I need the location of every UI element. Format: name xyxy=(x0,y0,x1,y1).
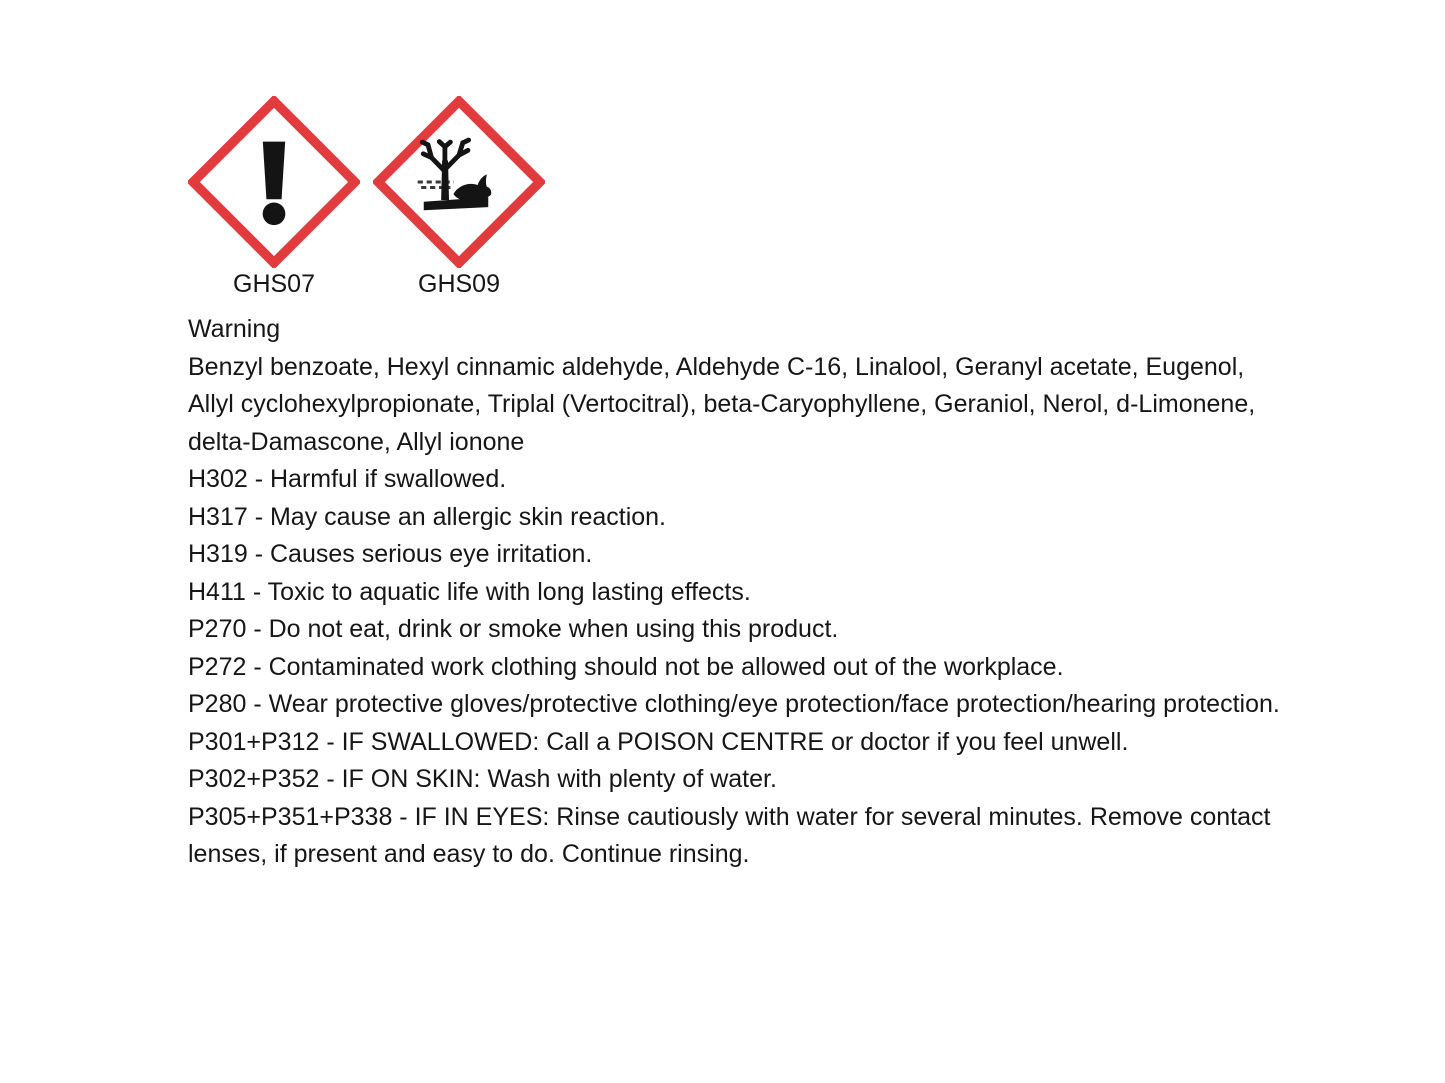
statement-line: P272 - Contaminated work clothing should not be allowed out of the workplace. xyxy=(188,652,1064,681)
statement-line: P301+P312 - IF SWALLOWED: Call a POISON CENTRE or doctor if you feel unwell. xyxy=(188,727,1129,756)
pictogram-ghs09 xyxy=(373,96,545,300)
statement-line: P302+P352 - IF ON SKIN: Wash with plenty of water. xyxy=(188,765,777,793)
statement-line: P305+P351+P338 - IF IN EYES: Rinse cautiously with water for several minutes. Remove contact lenses, if present and easy to do. Continue rinsing. xyxy=(188,802,1271,868)
ghs09-environment-icon xyxy=(373,96,545,268)
statement-line: H319 - Causes serious eye irritation. xyxy=(188,540,593,568)
pictogram-ghs07 xyxy=(188,96,360,300)
statement-line: H302 - Harmful if swallowed. xyxy=(188,465,507,493)
pictogram-row xyxy=(188,96,1296,300)
label-text-block xyxy=(188,311,1288,874)
statement-line: H411 - Toxic to aquatic life with long lasting effects. xyxy=(188,577,751,606)
ghs07-exclamation-icon xyxy=(188,96,360,268)
signal-word: Warning xyxy=(188,315,281,343)
ghs-label-document xyxy=(188,96,1296,874)
statements xyxy=(188,461,1288,874)
statement-line: P270 - Do not eat, drink or smoke when using this product. xyxy=(188,615,839,643)
pictogram-code-ghs09: GHS09 xyxy=(418,270,500,298)
pictogram-code-ghs07: GHS07 xyxy=(233,270,315,298)
statement-line: P280 - Wear protective gloves/protective clothing/eye protection/face protection/hearing protection. xyxy=(188,690,1280,718)
statement-line: H317 - May cause an allergic skin reaction. xyxy=(188,502,667,531)
substance-list: Benzyl benzoate, Hexyl cinnamic aldehyde, Aldehyde C-16, Linalool, Geranyl acetate, Eugenol, Allyl cyclohexylpropionate, Triplal (Vertocitral), beta-Caryophyllene, Geraniol, Nerol, d-Limonene, delta-Damascone, Allyl ionone xyxy=(188,352,1256,456)
